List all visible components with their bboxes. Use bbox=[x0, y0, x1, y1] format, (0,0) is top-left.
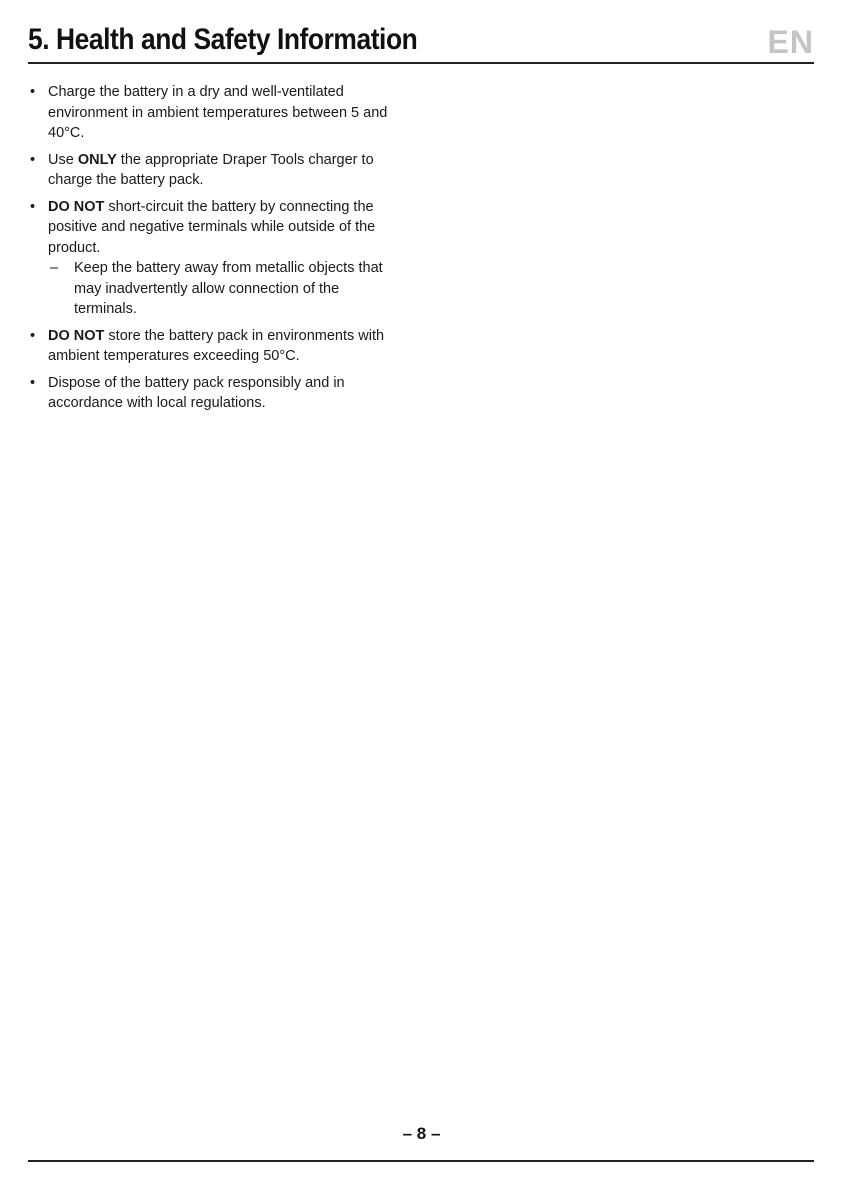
list-item-text-pre: Use bbox=[48, 151, 78, 168]
page-header bbox=[28, 22, 814, 64]
bullet-icon: • bbox=[30, 327, 36, 344]
sub-list-item bbox=[48, 258, 405, 320]
page-number: – 8 – bbox=[402, 1124, 441, 1143]
bullet-icon: • bbox=[30, 151, 36, 168]
language-badge: EN bbox=[767, 24, 814, 60]
sub-list-item-text: Keep the battery away from metallic objects that may inadvertently allow connection of the terminals. bbox=[74, 260, 383, 317]
list-item-text: Dispose of the battery pack responsibly and in accordance with local regulations. bbox=[48, 374, 345, 411]
list-item bbox=[30, 373, 405, 414]
sub-list bbox=[48, 258, 405, 320]
list-item-text: Charge the battery in a dry and well-ventilated environment in ambient temperatures between 5 and 40°C. bbox=[48, 84, 388, 141]
safety-list bbox=[30, 82, 405, 414]
list-item bbox=[30, 326, 405, 367]
emphasis-text: ONLY bbox=[77, 151, 117, 168]
emphasis-text: DO NOT bbox=[48, 327, 105, 344]
bullet-icon: • bbox=[30, 374, 36, 391]
list-item bbox=[30, 82, 405, 144]
emphasis-text: DO NOT bbox=[48, 198, 105, 215]
bullet-icon: • bbox=[30, 84, 36, 100]
list-item-text: the appropriate Draper Tools charger to charge the battery pack. bbox=[48, 151, 374, 188]
footer-divider bbox=[28, 1160, 814, 1162]
dash-icon: – bbox=[50, 260, 59, 276]
header-divider bbox=[28, 62, 814, 64]
list-item-text: short-circuit the battery by connecting the positive and negative terminals while outside of the product. bbox=[48, 198, 376, 256]
bullet-icon: • bbox=[30, 198, 36, 215]
list-item bbox=[30, 150, 405, 191]
safety-list-section bbox=[30, 82, 405, 420]
list-item-text: store the battery pack in environments with ambient temperatures exceeding 50°C. bbox=[48, 327, 385, 364]
page-title: 5. Health and Safety Information bbox=[28, 23, 418, 56]
list-item bbox=[30, 197, 405, 320]
